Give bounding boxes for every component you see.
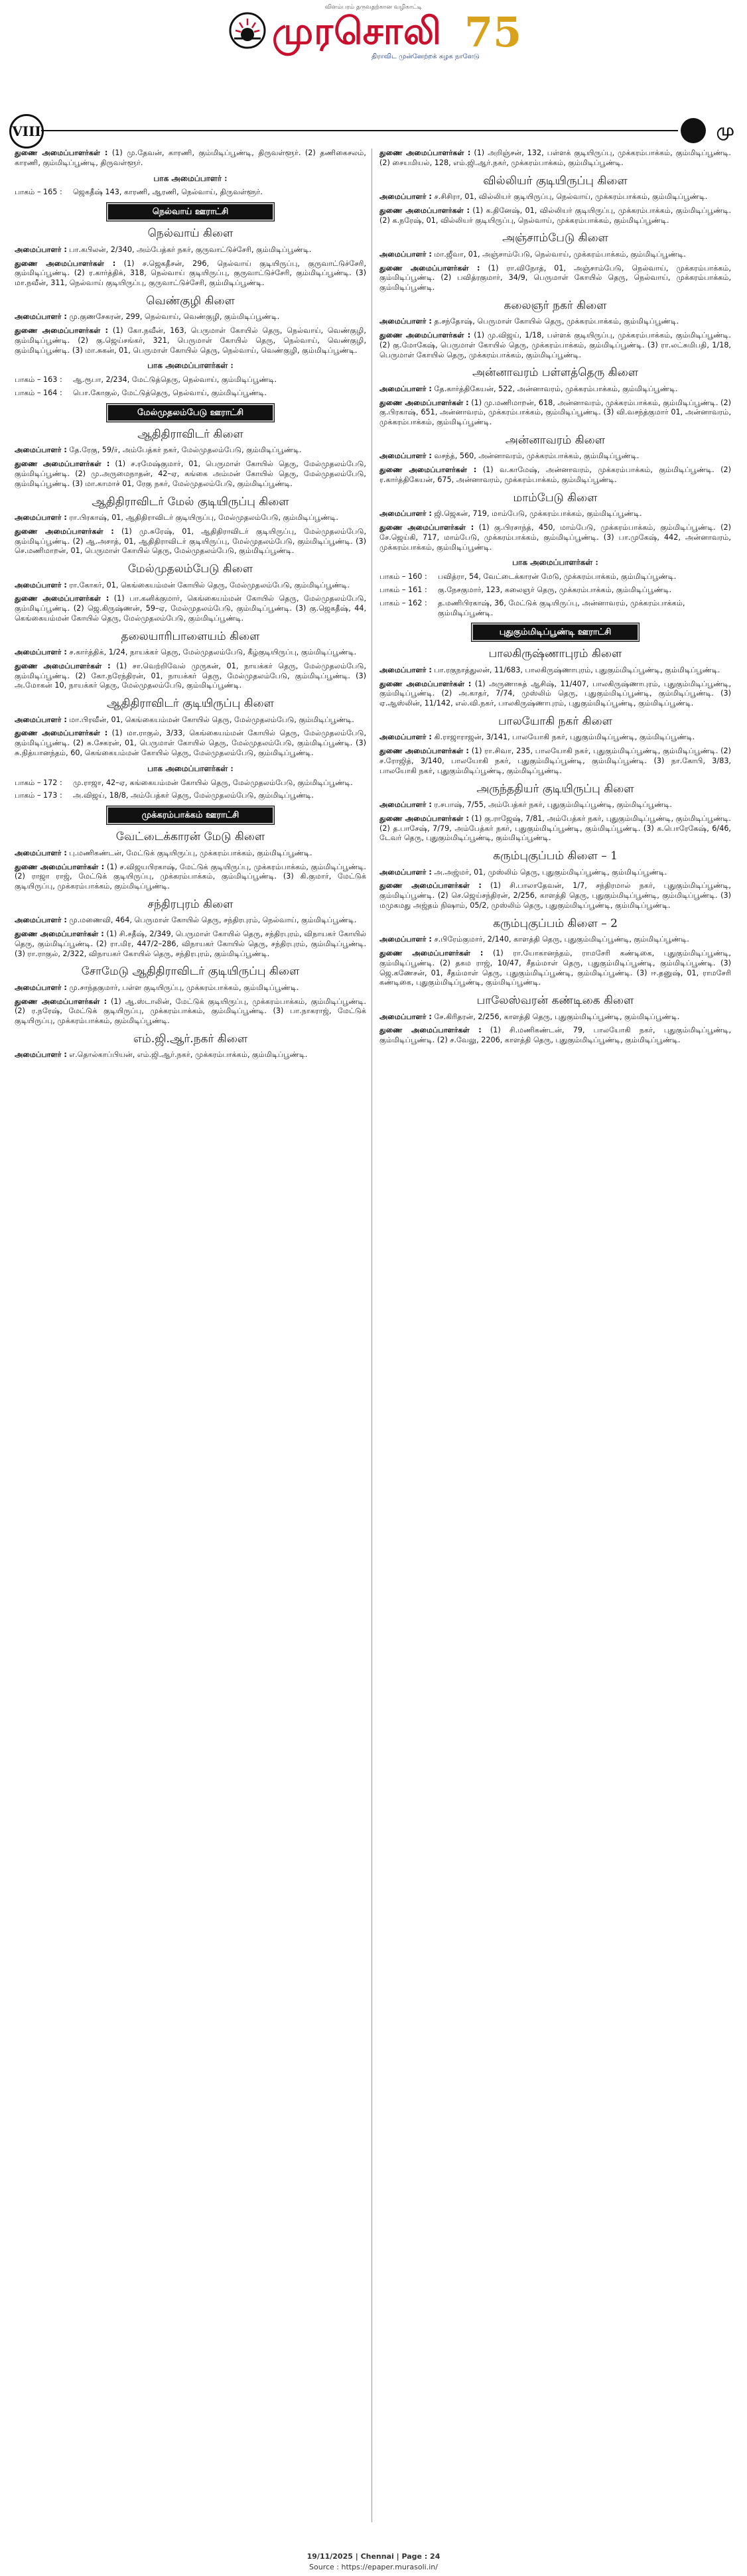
member-entry [379, 1012, 731, 1022]
member-entry [15, 863, 366, 892]
member-details: (1) ச.விஜயபிரகாஷ், மேட்டுக் குடியிருப்பு, முக்கரம்பாக்கம், கும்மிடிப்பூண்டி. (2) ராஜா ராஜ், மேட்டுக் குடியிருப்பு, முக்கரம்பாக்கம், கும்மிடிப்பூண்டி. (3) கி.குமார், மேட்டுக் குடியிருப்பு, முக்கரம்பாக்கம், கும்மிடிப்பூண்டி. [15, 862, 366, 891]
booth-section-heading: பாக அமைப்பாளர்கள் : [147, 763, 234, 773]
booth-agent: அ.விஜய், 18/8, அம்பேத்கர் தெரு, மேல்முதலம்பேடு, கும்மிடிப்பூண்டி. [73, 791, 314, 800]
member-entry [379, 666, 731, 676]
booth-number: பாகம் – 172 : [15, 778, 62, 787]
booth-agent: த.மணிபிரகாஷ், 36, மேட்டுக் குடியிருப்பு, அன்னாவரம், முக்கரம்பாக்கம், கும்மிடிப்பூண்டி. [438, 598, 685, 617]
member-entry [15, 581, 366, 591]
member-entry [15, 662, 366, 691]
branch-heading: ஆதிதிராவிடர் மேல் குடியிருப்பு கிளை [92, 495, 289, 509]
member-details: (1) ச.ஜெகதீசன், 296, நெல்வாய் குடியிருப்பு, குருவாட்டுச்சேரி, கும்மிடிப்பூண்டி. (2) ர.கார்த்திக், 318, நெல்வாய் குடியிருப்பு, குருவாட்டுச்சேரி, கும்மிடிப்பூண்டி. (3) மா.நவீன், 311, நெல்வாய் குடியிருப்பு, குருவாட்டுச்சேரி, கும்மிடிப்பூண்டி. [15, 259, 366, 288]
role-label: துணை அமைப்பாளர்கள் : [15, 460, 110, 469]
member-details: ச.பிரேம்குமார், 2/140, காளத்தி தெரு, புதுகும்மிடிப்பூண்டி, கும்மிடிப்பூண்டி. [434, 935, 689, 944]
role-label: துணை அமைப்பாளர்கள் : [379, 814, 469, 823]
role-label: துணை அமைப்பாளர்கள் : [15, 930, 104, 939]
member-details: ரா.பிரகாஷ், 01, ஆதிதிராவிடர் குடியிருப்பு, மேல்முதலம்பேடு, கும்மிடிப்பூண்டி. [69, 513, 338, 522]
member-details: ச.கார்த்திக், 1/24, நாயக்கர் தெரு, மேல்முதலம்பேடு, கீழ்குடியிருப்பு, கும்மிடிப்பூண்டி. [69, 648, 357, 657]
role-label: அமைப்பாளர் : [379, 509, 432, 519]
member-details: த.சந்தோஷ், பெருமாள் கோயில் தெரு, முக்கரம்பாக்கம், கும்மிடிப்பூண்டி. [434, 317, 679, 326]
member-entry [15, 849, 366, 859]
member-entry [15, 245, 366, 255]
booth-section-heading: பாக அமைப்பாளர்கள் : [512, 558, 598, 568]
member-details: மு.குணசேகரன், 299, நெல்வாய், வெண்குழி, கும்மிடிப்பூண்டி. [69, 312, 280, 322]
right-column [379, 149, 731, 2522]
member-details: மு.சாந்தகுமார், பள்ள குடியிருப்பு, முக்கரம்பாக்கம், கும்மிடிப்பூண்டி. [69, 983, 299, 992]
member-entry [15, 594, 366, 623]
branch-heading: பாலேஸ்வரன் கண்டிகை கிளை [476, 994, 634, 1008]
role-label: அமைப்பாளர் : [379, 452, 432, 461]
member-entry [15, 312, 366, 322]
member-entry [379, 149, 731, 168]
member-entry [379, 949, 731, 988]
member-details: (1) மா.ராகுல், 3/33, கெங்கையம்மன் கோயில் தெரு, மேல்முதலம்பேடு, கும்மிடிப்பூண்டி. (2) சு.சேகரன், 01, பெருமாள் கோயில் தெரு, மேல்முதலம்பேடு, கும்மிடிப்பூண்டி. (3) சு.நித்யானந்தம், 60, கெங்கையம்மன் கோயில் தெரு, மேல்முதலம்பேடு, கும்மிடிப்பூண்டி. [15, 729, 366, 758]
member-details: ச.சிசிரா, 01, வில்லியர் குடியிருப்பு, நெல்வாய், முக்கரம்பாக்கம், கும்மிடிப்பூண்டி. [434, 192, 708, 201]
role-label: துணை அமைப்பாளர்கள் : [15, 149, 108, 157]
member-entry [15, 527, 366, 556]
member-details: (1) க.தினேஷ், 01, வில்லியர் குடியிருப்பு, முக்கரம்பாக்கம், கும்மிடிப்பூண்டி. (2) க.நரேஷ், 01, வில்லியர் குடியிருப்பு, நெல்வாய், முக்கரம்பாக்கம், கும்மிடிப்பூண்டி. [379, 206, 731, 225]
left-column [15, 149, 366, 2522]
role-label: அமைப்பாளர் : [15, 580, 67, 589]
booth-number: பாகம் – 160 : [379, 572, 427, 582]
member-entry [379, 331, 731, 360]
branch-heading: ஆதிதிராவிடர் கிளை [137, 428, 243, 441]
branch-heading: அன்னாவரம் பள்ளத்தெரு கிளை [472, 366, 639, 380]
member-details: (1) மு.விஜய், 1/18, பள்ளக் குடியிருப்பு, முக்கரம்பாக்கம், கும்மிடிப்பூண்டி. (2) கு.மோகேஷ், பெருமாள் கோயில் தெரு, முக்கரம்பாக்கம், கும்மிடிப்பூண்டி. (3) ரா.லட்சுமிபதி, 1/18, பெருமாள் கோயில் தெரு, முக்கரம்பாக்கம், கும்மிடிப்பூண்டி. [379, 331, 731, 359]
member-details: பா.ரகுநாத்துலன், 11/683, பாலகிருஷ்ணாபுரம், புதுகும்மிடிப்பூண்டி, கும்மிடிப்பூண்டி. [434, 665, 720, 674]
masthead [0, 0, 747, 86]
member-details: (1) ஆ.ஸ்டாலின், மேட்டுக் குடியிருப்பு, முக்கரம்பாக்கம், கும்மிடிப்பூண்டி. (2) ர.நரேஷ், மேட்டுக் குடியிருப்பு, முக்கரம்பாக்கம், கும்மிடிப்பூண்டி. (3) பா.நாகராஜ், மேட்டுக் குடியிருப்பு, முக்கரம்பாக்கம், கும்மிடிப்பூண்டி. [15, 997, 366, 1026]
member-entry [379, 317, 731, 327]
page-footer [0, 2551, 747, 2573]
role-label: அமைப்பாளர் : [379, 249, 432, 259]
footer-edition-line: 19/11/2025 | Chennai | Page : 24 [306, 2552, 441, 2561]
branch-heading: தலையாரிபாளையம் கிளை [121, 629, 260, 643]
member-details: பு.மணிகண்டன், மேட்டுக் குடியிருப்பு, முக்கரம்பாக்கம், கும்மிடிப்பூண்டி. [69, 848, 312, 857]
member-entry [379, 192, 731, 202]
booth-number: பாகம் – 161 : [379, 585, 427, 594]
role-label: அமைப்பாளர் : [15, 312, 67, 322]
member-entry [379, 385, 731, 395]
member-details: (1) ரா.சிவா, 235, பாலயோகி நகர், புதுகும்மிடிப்பூண்டி, கும்மிடிப்பூண்டி. (2) ச.ரோஜித், 3/140, பாலயோகி நகர், புதுகும்மிடிப்பூண்டி, கும்மிடிப்பூண்டி. (3) நா.கோபி, 3/83, பாலயோகி நகர், புதுகும்மிடிப்பூண்டி, கும்மிடிப்பூண்டி. [379, 747, 731, 775]
member-details: (1) ரா.யோகானந்தம், ராமசேரி கண்டிகை, புதுகும்மிடிப்பூண்டி, கும்மிடிப்பூண்டி. (2) தகம ராஜ், 10/47, சீதம்மாள் தெரு, புதுகும்மிடிப்பூண்டி, கும்மிடிப்பூண்டி. (3) ஜெ.கணேசன், 01, சீதம்மாள் தெரு, புதுகும்மிடிப்பூண்டி, கும்மிடிப்பூண்டி. (3) ஈ.தனுஷ், 01, ராமசேரி கண்டிகை, புதுகும்மிடிப்பூண்டி, கும்மிடிப்பூண்டி. [379, 948, 731, 987]
role-label: துணை அமைப்பாளர்கள் : [379, 398, 469, 407]
member-details: ர.சபாஷ், 7/55, அம்பேத்கர் நகர், புதுகும்மிடிப்பூண்டி, கும்மிடிப்பூண்டி. [434, 800, 672, 810]
role-label: துணை அமைப்பாளர்கள் : [379, 747, 469, 756]
member-entry [15, 715, 366, 725]
booth-agent: ஆ.ரூபா, 2/234, மேட்டுத்தெரு, நெல்வாய், கும்மிடிப்பூண்டி. [73, 375, 277, 385]
newspaper-subtitle: திராவிட முன்னேற்றக் கழக நாளேடு [372, 53, 480, 60]
member-details: எ.தொல்காப்பியன், எம்.ஜி.ஆர்.நகர், முக்கரம்பாக்கம், கும்மிடிப்பூண்டி. [69, 1050, 308, 1060]
member-entry [15, 997, 366, 1026]
booth-number: பாகம் – 164 : [15, 389, 62, 398]
member-details: ரா.கோகர், 01, கெங்கையம்மன் கோயில் தெரு, மேல்முதலம்பேடு, கும்மிடிப்பூண்டி. [69, 580, 350, 589]
header-disc-icon [681, 118, 706, 143]
booth-number: பாகம் – 165 : [15, 188, 62, 197]
member-entry [15, 1050, 366, 1060]
booth-entry [15, 791, 366, 801]
role-label: அமைப்பாளர் : [379, 317, 432, 326]
role-label: துணை அமைப்பாளர்கள் : [379, 1026, 482, 1035]
role-label: அமைப்பாளர் : [15, 446, 67, 455]
booth-entry [15, 375, 366, 385]
branch-heading: சோமேடு ஆதிதிராவிடர் குடியிருப்பு கிளை [81, 965, 300, 979]
branch-heading: அஞ்சாம்பேடு கிளை [502, 231, 608, 245]
role-label: அமைப்பாளர் : [379, 665, 432, 674]
booth-number: பாகம் – 162 : [379, 598, 427, 607]
branch-heading: கரும்புகுப்பம் கிளை – 2 [493, 916, 618, 930]
member-entry [379, 814, 731, 843]
member-details: பா.கபிலன், 2/340, அம்பேத்கர் நகர், குருவாட்டுச்சேரி, கும்மிடிப்பூண்டி. [69, 245, 312, 254]
member-details: (1) மு.சுரேஷ், 01, ஆதிதிராவிடர் குடியிருப்பு, மேல்முதலம்பேடு, கும்மிடிப்பூண்டி. (2) ஆ.அசாத், 01, ஆதிதிராவிடர் குடியிருப்பு, மேல்முதலம்பேடு, கும்மிடிப்பூண்டி. (3) செ.மணிமாறன், 01, பெருமாள் கோயில் தெரு, மேல்முதலம்பேடு, கும்மிடிப்பூண்டி. [15, 526, 366, 556]
role-label: துணை அமைப்பாளர்கள் : [15, 997, 107, 1006]
member-details: (1) சா.வெற்றிவேல் முருகன், 01, நாயக்கர் தெரு, மேல்முதலம்பேடு, கும்மிடிப்பூண்டி. (2) கோ.நரேந்திரன், 01, நாயக்கர் தெரு, மேல்முதலம்பேடு, கும்மிடிப்பூண்டி. (3) அ.மோகன் 10, நாயக்கர் தெரு, மேல்முதலம்பேடு, கும்மிடிப்பூண்டி. [15, 661, 366, 690]
role-label: அமைப்பாளர் : [15, 648, 67, 657]
member-entry [379, 523, 731, 552]
member-entry [379, 399, 731, 428]
role-label: துணை அமைப்பாளர்கள் : [379, 331, 471, 340]
branch-heading: நெல்வாய் கிளை [147, 227, 234, 241]
role-label: துணை அமைப்பாளர்கள் : [15, 526, 114, 536]
role-label: துணை அமைப்பாளர்கள் : [15, 729, 108, 738]
member-entry [15, 259, 366, 288]
booth-entry [15, 188, 366, 198]
member-details: வசந்த், 560, அன்னாவரம், முக்கரம்பாக்கம், கும்மிடிப்பூண்டி. [434, 452, 640, 461]
member-entry [379, 1026, 731, 1046]
role-label: அமைப்பாளர் : [15, 916, 67, 925]
booth-entry [15, 389, 366, 399]
footer-source-link[interactable]: Source : https://epaper.murasoli.in/ [309, 2562, 438, 2571]
member-entry [15, 149, 366, 168]
member-entry [15, 916, 366, 926]
member-details: (1) சி.பாலாதேவன், 1/7, சந்திரமால் நகர், புதுகும்மிடிப்பூண்டி, கும்மிடிப்பூண்டி. (2) செ.ஜெய்சந்திரன், 2/256, காளத்தி தெரு, புதுகும்மிடிப்பூண்டி, கும்மிடிப்பூண்டி. (3) மமுகமது அஜ்தம் நிஷாம், 05/2, முஸ்லிம் தெரு, புதுகும்மிடிப்பூண்டி, கும்மிடிப்பூண்டி. [379, 881, 731, 910]
role-label: அமைப்பாளர் : [15, 245, 67, 254]
booth-section-heading: பாக அமைப்பாளர்கள் : [147, 361, 234, 371]
branch-heading: அன்னாவரம் கிளை [505, 434, 606, 448]
role-label: துணை அமைப்பாளர்கள் : [15, 594, 109, 603]
role-label: துணை அமைப்பாளர்கள் : [379, 948, 484, 957]
branch-heading: அருந்ததியர் குடியிருப்பு கிளை [476, 782, 634, 796]
role-label: துணை அமைப்பாளர்கள் : [379, 679, 472, 688]
booth-agent: பொ.கோகுல், மேட்டுத்தெரு, நெல்வாய், கும்மிடிப்பூண்டி. [73, 389, 267, 398]
member-entry [379, 465, 731, 485]
member-entry [379, 935, 731, 945]
member-details: கி.ராஜாராஜன், 3/141, பாலயோகி நகர், புதுகும்மிடிப்பூண்டி, கும்மிடிப்பூண்டி. [434, 733, 695, 742]
booth-agent: ஜெகதீஷ் 143, காரணி, ஆரணி, நெல்வாய், திருவள்ளூர். [73, 188, 263, 197]
member-details: ஜி.ஜெகன், 719, மாம்பேடு, முக்கரம்பாக்கம், கும்மிடிப்பூண்டி. [434, 509, 642, 519]
booth-number: பாகம் – 163 : [15, 375, 62, 385]
member-details: (1) ரா.விநோத், 01, அஞ்சாம்பேடு, நெல்வாய், முக்கரம்பாக்கம், கும்மிடிப்பூண்டி. (2) பவித்ரகுமார், 34/9, பெருமாள் கோயில் தெரு, நெல்வாய், முக்கரம்பாக்கம், கும்மிடிப்பூண்டி. [379, 263, 731, 292]
booth-entry [379, 599, 731, 619]
member-details: மு.மணைவி, 464, பெருமாள் கோயில் தெரு, சந்திரபுரம், நெல்வாய், கும்மிடிப்பூண்டி. [69, 916, 357, 925]
panchayat-banner: புதுகும்மிடிப்பூண்டி ஊராட்சி [472, 623, 639, 641]
role-label: அமைப்பாளர் : [379, 384, 432, 393]
booth-entry [379, 572, 731, 582]
panchayat-banner: நெல்வாய் ஊராட்சி [107, 203, 274, 221]
panchayat-banner: முக்கரம்பாக்கம் ஊராட்சி [107, 806, 274, 824]
branch-heading: கரும்புகுப்பம் கிளை – 1 [493, 849, 618, 863]
member-details: (1) வ.காமேஷ், அன்னாவரம், முக்கரம்பாக்கம், கும்மிடிப்பூண்டி. (2) ர.கார்த்திகேயன், 675, அன்னாவரம், முக்கரம்பாக்கம், கும்மிடிப்பூண்டி. [379, 465, 731, 485]
member-details: (1) அருணாசுத் ஆசிஷ், 11/407, பாலகிருஷ்ணாபுரம், புதுகும்மிடிப்பூண்டி, கும்மிடிப்பூண்டி. (2) அ.காதர், 7/74, முஸ்லிம் தெரு, புதுகும்மிடிப்பூண்டி, கும்மிடிப்பூண்டி. (3) ஏ.ஆஸ்லின், 11/142, எல்.வி.நகர், பாலகிருஷ்ணாபுரம், புதுகும்மிடிப்பூண்டி, கும்மிடிப்பூண்டி. [379, 679, 731, 708]
member-details: (1) சி.மணிகண்டன், 79, பாலயோகி நகர், புதுகும்மிடிப்பூண்டி, கும்மிடிப்பூண்டி. (2) ச.வேலு, 2206, காளத்தி தெரு, புதுகும்மிடிப்பூண்டி, கும்மிடிப்பூண்டி. [379, 1026, 731, 1045]
member-entry [15, 326, 366, 355]
panchayat-banner: மேல்முதலம்பேடு ஊராட்சி [107, 404, 274, 422]
member-details: (1) மு.தேவன், காரணி, கும்மிடிப்பூண்டி, திருவள்ளூர். (2) தணிகைசலம், காரணி, கும்மிடிப்பூண்டி, திருவள்ளூர். [15, 149, 366, 167]
branch-heading: எம்.ஜி.ஆர்.நகர் கிளை [133, 1032, 248, 1046]
member-details: தே.கார்த்திகேயன், 522, அன்னாவரம், முக்கரம்பாக்கம், கும்மிடிப்பூண்டி. [434, 384, 678, 393]
branch-heading: ஆதிதிராவிடர் குடியிருப்பு கிளை [107, 697, 274, 711]
rising-sun-emblem-icon [229, 12, 266, 49]
branch-heading: வெண்குழி கிளை [146, 294, 235, 308]
member-entry [15, 983, 366, 993]
member-details: தே.ரேகு, 59/ர், அம்பேத்கர் நகர், மேல்முதலம்பேடு, கும்மிடிப்பூண்டி. [69, 446, 302, 455]
role-label: அமைப்பாளர் : [379, 800, 432, 810]
member-details: மா.பிரவீன், 01, கெங்கையம்மன் கோயில் தெரு, மேல்முதலம்பேடு, கும்மிடிப்பூண்டி. [69, 715, 354, 724]
member-entry [379, 206, 731, 226]
role-label: அமைப்பாளர் : [379, 733, 432, 742]
member-details: (1) ச.ரமேஷ்குமார், 01, பெருமாள் கோயில் தெரு, மேல்முதலம்பேடு, கும்மிடிப்பூண்டி. (2) மு.அருமைநாதன், 42–ஏ, கங்கை அம்மன் கோயில் தெரு, மேல்முதலம்பேடு, கும்மிடிப்பூண்டி. (3) மா.காமாச் 01, ரேகு நகர், மேல்முதலம்பேடு, கும்மிடிப்பூண்டி. [15, 460, 366, 488]
booth-agent: கு.நேசகுமார், 123, கலைஞர் தெரு, முக்கரம்பாக்கம், கும்மிடிப்பூண்டி. [438, 585, 672, 594]
header-right-letter: மு [716, 121, 734, 139]
member-entry [15, 446, 366, 456]
member-entry [379, 747, 731, 776]
branch-heading: கலைஞர் நகர் கிளை [504, 298, 607, 312]
role-label: துணை அமைப்பாளர்கள் : [379, 881, 482, 890]
branch-heading: பாலயோகி நகர் கிளை [498, 715, 612, 729]
member-entry [379, 250, 731, 260]
member-details: (1) கு.ராஜேஷ், 7/81, அம்பேத்கர் நகர், புதுகும்மிடிப்பூண்டி, கும்மிடிப்பூண்டி. (2) த.பாசேஷ், 7/79, அம்பேத்கர் நகர், புதுகும்மிடிப்பூண்டி, கும்மிடிப்பூண்டி. (3) க.பொரேகேஷ், 6/46, டேவர் தெரு, புதுகும்மிடிப்பூண்டி, கும்மிடிப்பூண்டி. [379, 814, 731, 843]
member-details: (1) கோ.நவீன், 163, பெருமாள் கோயில் தெரு, நெல்வாய், வெண்குழி, கும்மிடிப்பூண்டி. (2) கு.ஜெய்சங்கர், 321, பெருமாள் கோயில் தெரு, நெல்வாய், வெண்குழி, கும்மிடிப்பூண்டி. (3) மா.சுகன், 01, பெருமாள் கோயில் தெரு, நெல்வாய், வெண்குழி, கும்மிடிப்பூண்டி. [15, 326, 366, 355]
role-label: துணை அமைப்பாளர்கள் : [379, 149, 471, 157]
branch-heading: வேட்டைக்காரன் மேடு கிளை [115, 830, 265, 844]
branch-heading: மாம்பேடு கிளை [513, 491, 598, 505]
branch-heading: மேல்முதலம்பேடு கிளை [127, 562, 253, 576]
member-details: (1) அறிஞ்சன், 132, பள்ளக் குடியிருப்பு, முக்கரம்பாக்கம், கும்மிடிப்பூண்டி. (2) சையமியல், 128, எம்.ஜி.ஆர்.நகர், முக்கரம்பாக்கம், கும்மிடிப்பூண்டி. [379, 149, 731, 167]
booth-agent: பவித்ரா, 54, வேட்டைக்காரன் மேடு, முக்கரம்பாக்கம், கும்மிடிப்பூண்டி. [438, 572, 677, 582]
member-details: சே.கிரிதரன், 2/256, காளத்தி தெரு, புதுகும்மிடிப்பூண்டி, கும்மிடிப்பூண்டி. [434, 1012, 680, 1021]
member-details: (1) சி.சதீஷ், 2/349, பெருமாள் கோயில் தெரு, சந்திரபுரம், விநாயகர் கோயில் தெரு, கும்மிடிப்பூண்டி. (2) ரா.மிர, 447/2–286, விநாயகர் கோயில் தெரு, சந்திரபுரம், கும்மிடிப்பூண்டி. (3) ரா.ராகுல், 2/322, விநாயகர் கோயில் தெரு, சந்திரபுரம், கும்மிடிப்பூண்டி. [15, 930, 366, 958]
member-entry [15, 648, 366, 658]
anniversary-number: 75 [464, 8, 522, 56]
member-details: (1) கு.பிரசாந்த், 450, மாம்பேடு, முக்கரம்பாக்கம், கும்மிடிப்பூண்டி. (2) சே.ஜெய்கி, 717, மாம்பேடு, முக்கரம்பாக்கம், கும்மிடிப்பூண்டி. (3) பா.முகேஷ், 442, அன்னாவரம், முக்கரம்பாக்கம், கும்மிடிப்பூண்டி. [379, 523, 731, 552]
role-label: துணை அமைப்பாளர்கள் : [379, 206, 470, 215]
role-label: துணை அமைப்பாளர்கள் : [15, 326, 109, 336]
role-label: துணை அமைப்பாளர்கள் : [379, 523, 474, 532]
role-label: அமைப்பாளர் : [15, 513, 67, 522]
member-entry [15, 460, 366, 489]
role-label: துணை அமைப்பாளர்கள் : [15, 661, 111, 670]
branch-heading: வில்லியர் குடியிருப்பு கிளை [483, 174, 628, 188]
role-label: அமைப்பாளர் : [379, 867, 432, 877]
header-rule [41, 130, 678, 131]
member-entry [379, 800, 731, 810]
member-entry [379, 868, 731, 878]
member-entry [379, 881, 731, 910]
role-label: அமைப்பாளர் : [379, 192, 432, 201]
role-label: அமைப்பாளர் : [379, 1012, 432, 1021]
member-entry [379, 680, 731, 709]
newspaper-title: முரசொலி [272, 9, 442, 53]
booth-entry [15, 778, 366, 788]
member-entry [15, 729, 366, 758]
role-label: அமைப்பாளர் : [15, 1050, 67, 1060]
branch-heading: பாலகிருஷ்ணாபுரம் கிளை [488, 647, 622, 661]
role-label: துணை அமைப்பாளர்கள் : [379, 263, 480, 273]
member-details: (1) பா.கனிக்குமார், கெங்கையம்மன் கோயில் தெரு, மேல்முதலம்பேடு, கும்மிடிப்பூண்டி. (2) ஜெ.கிருஷ்ணன், 59–ஏ, மேல்முதலம்பேடு, கும்மிடிப்பூண்டி. (3) கு.ஜெகதீஷ், 44, கெங்கையம்மன் கோயில் தெரு, மேல்முதலம்பேடு, கும்மிடிப்பூண்டி. [15, 594, 366, 623]
member-details: மா.ஜீவா, 01, அஞ்சாம்பேடு, நெல்வாய், முக்கரம்பாக்கம், கும்மிடிப்பூண்டி. [434, 249, 686, 259]
booth-entry [379, 585, 731, 595]
member-entry [379, 452, 731, 461]
member-entry [379, 733, 731, 743]
role-label: துணை அமைப்பாளர்கள் : [379, 465, 477, 475]
role-label: துணை அமைப்பாளர்கள் : [15, 862, 105, 871]
member-entry [15, 513, 366, 523]
page-number-badge: VIII [9, 114, 44, 149]
member-details: அ.அஜ்மர், 01, முஸ்லிம் தெரு, புதுகும்மிடிப்பூண்டி, கும்மிடிப்பூண்டி. [434, 867, 667, 877]
booth-section-heading: பாக அமைப்பாளர் : [153, 173, 228, 183]
role-label: அமைப்பாளர் : [379, 935, 432, 944]
booth-number: பாகம் – 173 : [15, 791, 62, 800]
role-label: துணை அமைப்பாளர்கள் : [15, 259, 116, 268]
member-entry [15, 930, 366, 959]
masthead-tagline: விளம்பரம் தருவதற்கான வழிகாட்டி [324, 4, 423, 11]
role-label: அமைப்பாளர் : [15, 848, 67, 857]
member-entry [379, 264, 731, 293]
member-details: (1) மு.மணிமாறன், 618, அன்னாவரம், முக்கரம்பாக்கம், கும்மிடிப்பூண்டி. (2) கு.பிரகாஷ், 651, அன்னாவரம், முக்கரம்பாக்கம், கும்மிடிப்பூண்டி. (3) வி.வசந்த்குமார் 01, அன்னாவரம், முக்கரம்பாக்கம், கும்மிடிப்பூண்டி. [379, 398, 731, 427]
branch-heading: சந்திரபுரம் கிளை [147, 897, 234, 911]
role-label: அமைப்பாளர் : [15, 715, 67, 724]
role-label: அமைப்பாளர் : [15, 983, 67, 992]
member-entry [379, 509, 731, 519]
booth-agent: மு.ராஜா, 42–ஏ, கங்கையம்மன் கோயில் தெரு, மேல்முதலம்பேடு, கும்மிடிப்பூண்டி. [73, 778, 353, 787]
